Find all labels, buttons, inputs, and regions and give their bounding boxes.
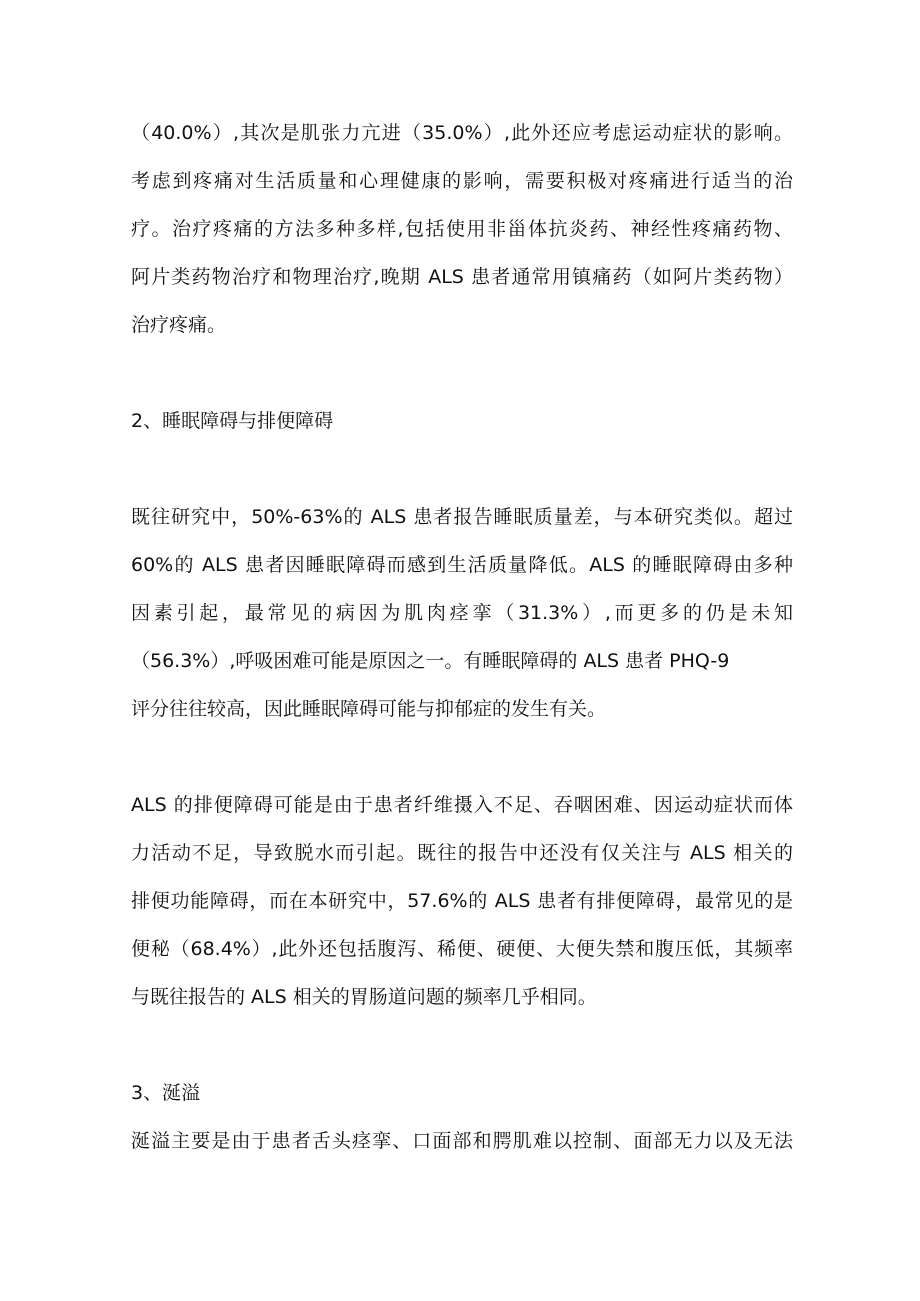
section-heading: 2、睡眠障碍与排便障碍 [131,410,334,432]
section-heading: 3、涎溢 [131,1082,201,1104]
text-line: 力活动不足，导致脱水而引起。既往的报告中还没有仅关注与 ALS 相关的 [131,842,793,864]
text-line: 评分往往较高，因此睡眠障碍可能与抑郁症的发生有关。 [131,698,607,720]
text-line: （56.3%）,呼吸困难可能是原因之一。有睡眠障碍的 ALS 患者 PHQ-9 [131,650,730,672]
text-line: 排便功能障碍，而在本研究中，57.6%的 ALS 患者有排便障碍，最常见的是 [131,890,793,912]
text-line: 治疗疼痛。 [131,314,227,336]
text-line: 便秘（68.4%）,此外还包括腹泻、稀便、硬便、大便失禁和腹压低，其频率 [131,938,793,960]
text-line: 60%的 ALS 患者因睡眠障碍而感到生活质量降低。ALS 的睡眠障碍由多种 [131,554,793,576]
text-line: （40.0%）,其次是肌张力亢进（35.0%）,此外还应考虑运动症状的影响。 [131,122,793,144]
text-line: 阿片类药物治疗和物理治疗,晚期 ALS 患者通常用镇痛药（如阿片类药物） [131,266,793,288]
text-line: 与既往报告的 ALS 相关的胃肠道问题的频率几乎相同。 [131,986,597,1008]
text-line: 因素引起，最常见的病因为肌肉痉挛（31.3%）,而更多的仍是未知 [131,602,793,624]
text-line: 既往研究中，50%-63%的 ALS 患者报告睡眠质量差，与本研究类似。超过 [131,506,793,528]
text-line: 疗。治疗疼痛的方法多种多样,包括使用非甾体抗炎药、神经性疼痛药物、 [131,218,793,240]
text-line: 涎溢主要是由于患者舌头痉挛、口面部和腭肌难以控制、面部无力以及无法 [131,1130,793,1152]
text-line: 考虑到疼痛对生活质量和心理健康的影响，需要积极对疼痛进行适当的治 [131,170,793,192]
text-line: ALS 的排便障碍可能是由于患者纤维摄入不足、吞咽困难、因运动症状而体 [131,794,793,816]
